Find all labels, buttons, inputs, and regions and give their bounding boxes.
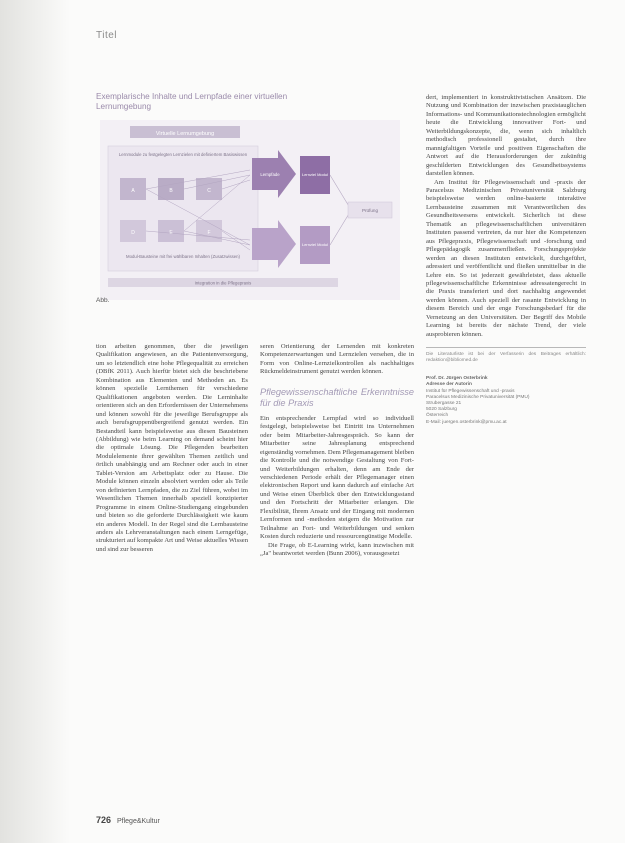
author-contact	[426, 376, 586, 426]
node-bottom-label: Lernziel Modul	[301, 242, 329, 247]
figure-caption: Abb.	[96, 297, 110, 304]
diagram-top-label: Virtuelle Lernumgebung	[155, 131, 215, 137]
paragraph: Ein entsprechender Lernpfad wird so individuell festgelegt, beispielsweise bei Eintritt ins Unternehmen oder beim Mitarbeiter-Jahresgespräch. So kann der Mitarbeiter seine Jahresplanung entsprechend eigenständig vornehmen. Dem Pflegemanagement bleiben die Kontrolle und die notwendige Gestaltung von Fort- und Weiterbildungen erhalten, denn am Ende der verschiedenen Periode erhält der Pflegemanager einen elektronischen Report und kann dadurch auf einfache Art und Weise einen Überblick über den Entwicklungsstand und den Fortschritt der Mitarbeiter erlangen. Die Flexibilität, Ihrem Ansatz und der Eingang mit modernen Lernformen und -methoden steigern die Motivation zur Teilnahme an Fort- und Weiterbildungen und senken Kosten durch reduzierte und ressourcengünstige Modelle.	[260, 414, 414, 541]
module-area	[108, 146, 258, 271]
contact-line: Strubergasse 21	[426, 400, 462, 406]
divider	[426, 347, 586, 348]
figure-title: Exemplarische Inhalte und Lernpfade einer virtuellen Lernumgebung	[96, 92, 288, 111]
text-column-1	[96, 343, 248, 554]
contact-name: Prof. Dr. Jürgen Osterbrink	[426, 376, 488, 382]
literature-footnote: Die Literaturliste ist bei der Verfasserin des Beitrages erhältlich: redaktion@bibliomed.de	[426, 352, 586, 364]
page-number: 726	[96, 815, 112, 825]
paragraph: dert, implementiert in konstruktivistischen Ansätzen. Die Nutzung und Kombination der inzwischen praxistauglichen Informations- und Kommunikationstechnologien ermöglicht heute die Entwicklung innovativer Fort- und Weiterbildungskonzepte, die, wenn sich inhaltlich methodisch professionell gestaltet, durch ihre mannigfaltigen Vorteile und positiven Eigenschaften die Antwort auf die Herausforderungen der zukünftig geschilderten Entwicklungen des Gesundheitssystems darstellen können.	[426, 94, 586, 178]
learning-path-diagram	[100, 120, 400, 300]
contact-role: Adresse der Autorin	[426, 382, 472, 388]
module-box-a-label: A	[131, 188, 135, 194]
module-box-b-label: B	[169, 188, 173, 194]
group-top-label: Lernmodule zu festgelegten Lernzielen mit definiertem Basiswissen	[118, 152, 248, 157]
paragraph: Am Institut für Pflegewissenschaft und -praxis der Paracelsus Medizinischen Privatuniversität Salzburg beispielsweise werden online-basierte interaktive Lernbausteine zusammen mit Verantwortlichen des Gesundheitswesens entwickelt. Sicherlich ist diese Thematik an pflegewissenschaftlichen universitären Instituten passend vertreten, da nur hier die Kompetenzen aus Pflegepraxis, Pflegewissenschaft und -forschung und Pflegepädagogik zusammenfließen. Forschungsprojekte werden an diesen Instituten entwickelt, durchgeführt, adressiert und veröffentlicht und fließen unmittelbar in die Lehre ein. So ist jederzeit gewährleistet, dass aktuelle pflegewissenschaftliche Erkenntnisse adressatengerecht in die Praxis transferiert und dort nachhaltig angewendet werden können. Auch speziell der rasante Entwicklung in diesem Bereich und der enge Forschungsbedarf für die Vernetzung an den Universitäten. Der Begriff des Mobile Learning ist bereits der nächste Trend, der viele ausprobieren können.	[426, 178, 586, 338]
node-top-label: Lernziel Modul	[301, 172, 329, 177]
text-column-2	[260, 343, 414, 559]
paragraph: Die Frage, ob E-Learning wirkt, kann inzwischen mit „Ja" beantwortet werden (Bunn 2006), vorausgesetzt	[260, 541, 414, 558]
result-label: Prüfung	[361, 208, 379, 213]
module-box-d-label: D	[131, 230, 135, 236]
section-subheading: Pflegewissenschaftliche Erkenntnisse für die Praxis	[260, 386, 414, 408]
contact-line: 5020 Salzburg	[426, 407, 457, 413]
magazine-brand: Pflege&Kultur	[116, 818, 160, 825]
module-box-e-label: E	[169, 230, 173, 236]
page-footer	[96, 815, 160, 825]
contact-line: Institut für Pflegewissenschaft und -praxis	[426, 388, 515, 394]
page-gutter-shadow	[0, 0, 70, 843]
module-box-c-label: C	[207, 188, 211, 194]
bottom-bar-label: Integration in die Pflegepraxis	[194, 280, 252, 286]
group-bottom-label: Modul-Bausteine mit frei wählbaren Inhalten (Zusatzwissen)	[126, 254, 240, 259]
bottom-module-boxes	[120, 220, 222, 242]
arrow-top-label: Lernpfade	[260, 172, 280, 177]
module-box-f-label: F	[207, 230, 211, 236]
contact-line: Österreich	[426, 413, 449, 419]
contact-email: E-Mail: juergen.osterbrink@pmu.ac.at	[426, 419, 507, 425]
text-column-3	[426, 94, 586, 426]
paragraph: seren Orientierung der Lernenden mit konkreten Kompetenzerwartungen und Lernzielen versehen, die in Form von Online-Lernzielkontrollen als nachhaltiges Rückmeldeinstrument genutzt werden können.	[260, 343, 414, 376]
top-module-boxes	[120, 178, 222, 200]
paragraph: tion arbeiten genommen, über die jeweiligen Qualifikation angewiesen, an die Patientenversorgung, um so letztendlich eine hohe Pflegequalität zu erreichen (DBfK 2011). Auch hierfür bietet sich die beschriebene Kombination aus Elementen und Methoden an. Es können spezielle Lernthemen für verschiedene Qualifikationen angeboten werden. Die Lerninhalte orientieren sich an den Erfordernissen der Unternehmens und können sowohl für die jeweilige Berufsgruppe als auch berufsgruppenübergreifend genutzt werden. Ein Bestandteil kann beispielsweise aus diesen Bausteinen (Abbildung) wie beim Learning on demand scheint hier die optimale Lösung. Die Pflegenden bearbeiten Modulelemente ihrer gewählten Themen zeitlich und örtlich unabhängig und am Rechner oder auch in einer Tablet-Version am Arbeitsplatz oder zu Hause. Die Module können einzeln absolviert werden oder als Teile von definierten Lernpfaden, die zu Ziel führen, wobei im Wesentlichen Themen innerhalb speziell konzipierter Programme in einem Online-Studiengang eingebunden und bieten so die geforderte Durchlässigkeit wie kaum ein anderes Modell. In der Regel sind die Lernbausteine anders als Lehrveranstaltungen nach einem Lerngefüge, strukturiert auf kompakte Art und Weise aktuelles Wissen und sind zur besseren	[96, 343, 248, 553]
contact-line: Paracelsus Medizinische Privatuniversität (PMU)	[426, 394, 530, 400]
section-tag: Titel	[96, 30, 118, 41]
